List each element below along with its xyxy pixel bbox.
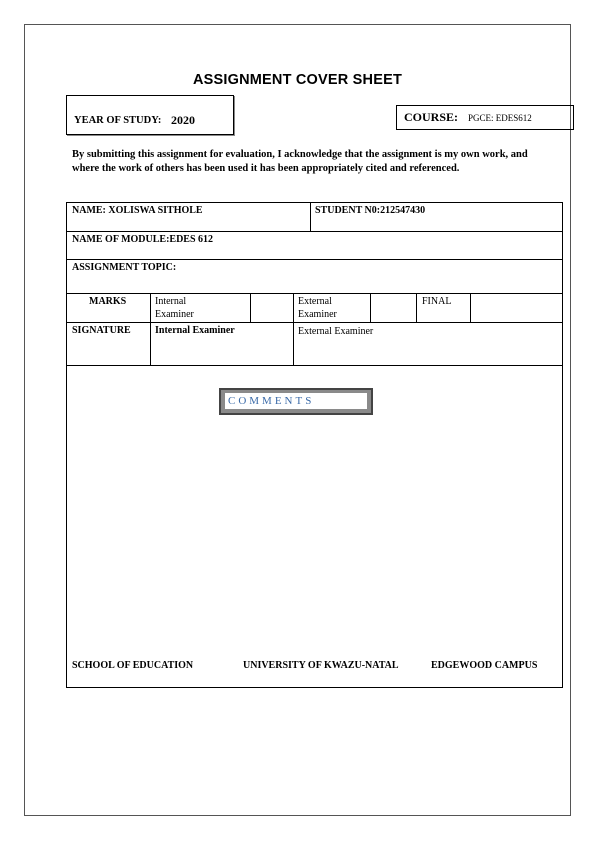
declaration-text: By submitting this assignment for evaluation, I acknowledge that the assignment is my own work, and where the work of others has been used it has been appropriately cited and referenced.	[72, 149, 528, 174]
cover-form-table	[66, 202, 563, 688]
student-number: STUDENT N0:212547430	[315, 205, 426, 216]
module-name: NAME OF MODULE:EDES 612	[72, 234, 214, 245]
document-title: ASSIGNMENT COVER SHEET	[192, 72, 403, 88]
column-divider	[150, 293, 151, 365]
student-name: NAME: XOLISWA SITHOLE	[72, 205, 203, 216]
signature-internal-examiner: Internal Examiner	[155, 325, 235, 336]
marks-internal-examiner: Internal Examiner	[155, 296, 194, 320]
marks-external-examiner: External Examiner	[298, 296, 337, 320]
row-divider	[67, 259, 562, 260]
footer-campus: EDGEWOOD CAMPUS	[431, 660, 538, 671]
row-divider	[67, 293, 562, 294]
footer-school: SCHOOL OF EDUCATION	[72, 660, 194, 671]
marks-final: FINAL	[422, 296, 452, 307]
footer-university: UNIVERSITY OF KWAZU-NATAL	[243, 660, 399, 671]
course-label: COURSE:	[404, 110, 459, 124]
comments-label: COMMENTS	[228, 395, 315, 407]
signature-label: SIGNATURE	[72, 325, 131, 336]
year-of-study-label: YEAR OF STUDY:	[74, 115, 162, 126]
column-divider	[310, 203, 311, 231]
column-divider	[250, 293, 251, 322]
row-divider	[67, 231, 562, 232]
column-divider	[416, 293, 417, 322]
marks-label: MARKS	[89, 296, 127, 307]
column-divider	[470, 293, 471, 322]
row-divider	[67, 365, 562, 366]
column-divider	[293, 293, 294, 365]
column-divider	[370, 293, 371, 322]
course-value: PGCE: EDES612	[468, 113, 532, 123]
signature-external-examiner: External Examiner	[298, 326, 374, 337]
assignment-topic: ASSIGNMENT TOPIC:	[72, 262, 177, 273]
row-divider	[67, 322, 562, 323]
year-of-study-value: 2020	[171, 113, 195, 127]
